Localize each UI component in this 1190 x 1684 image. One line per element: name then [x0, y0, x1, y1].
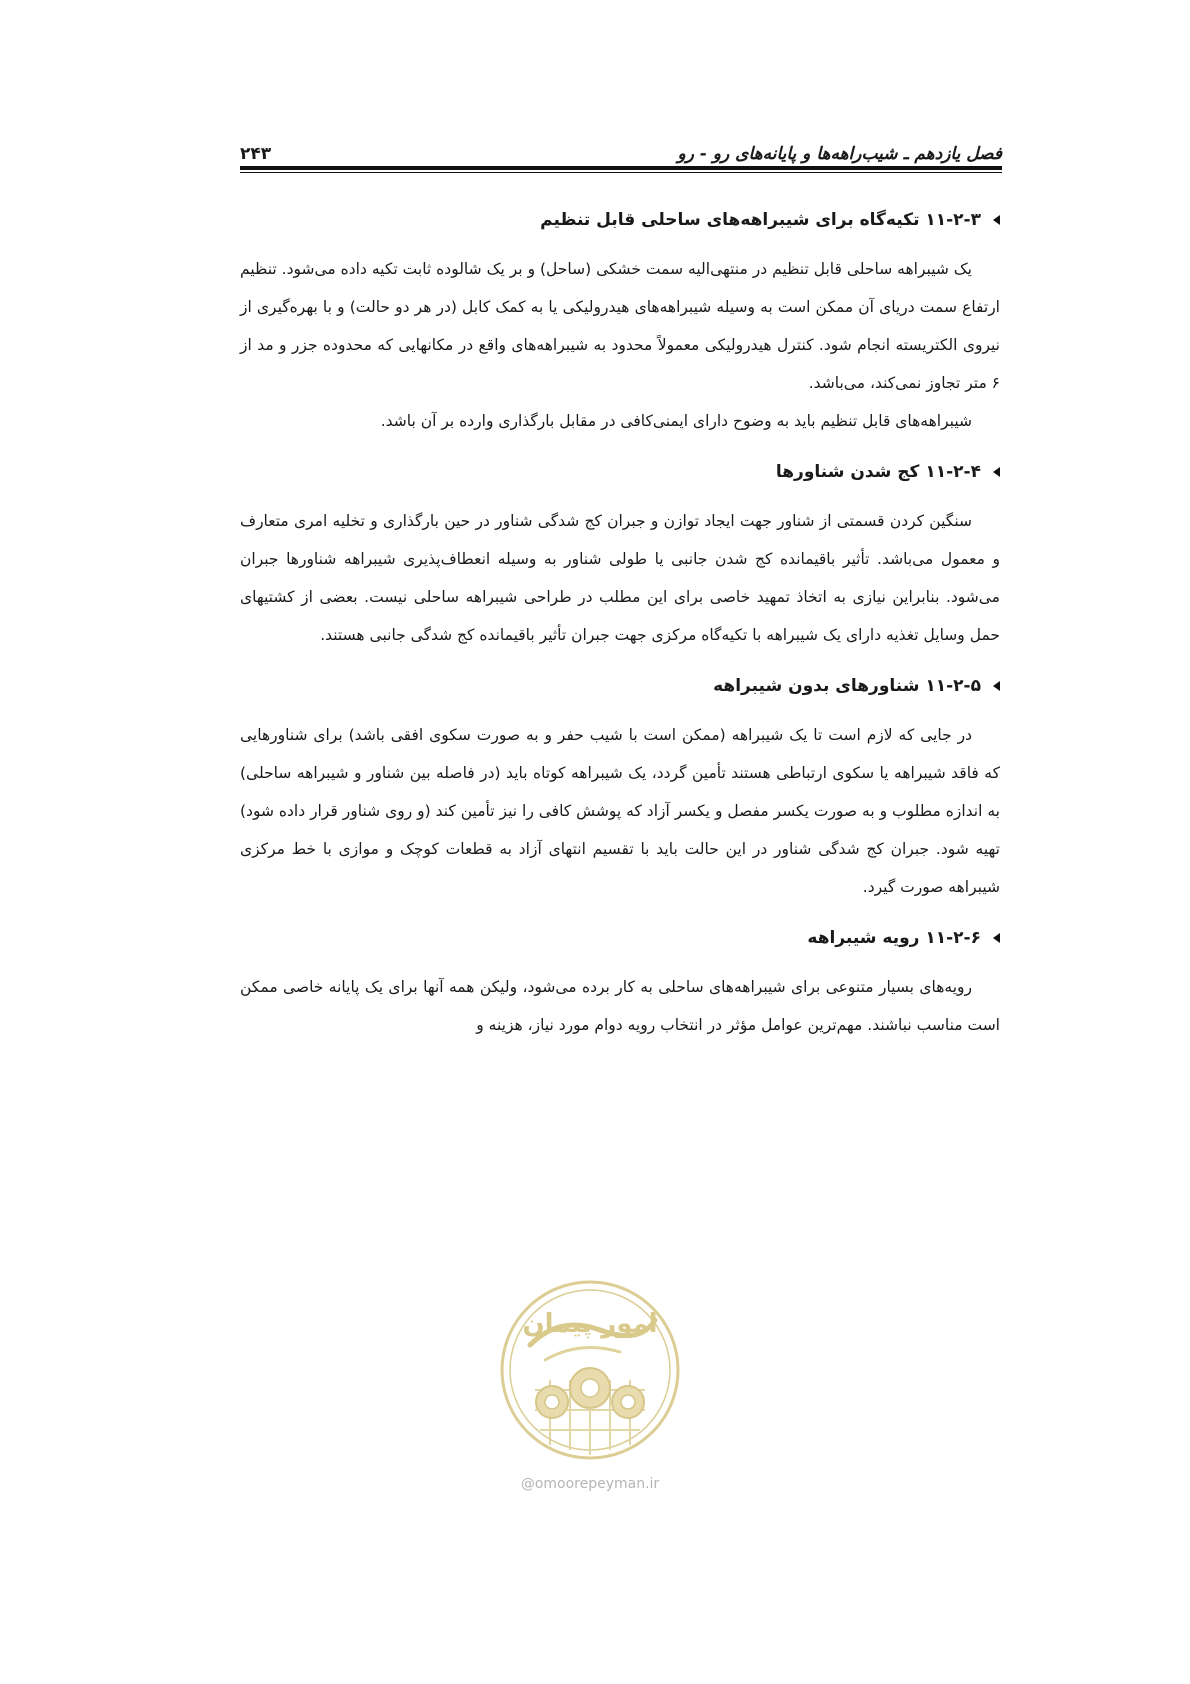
running-header — [240, 128, 1002, 164]
section-11-2-3 — [240, 206, 1000, 440]
paragraph: شیبراهه‌های قابل تنظیم باید به وضوح دارای ایمنی‌کافی در مقابل بارگذاری وارده بر آن باشد. — [380, 412, 972, 430]
paragraph: یک شیبراهه ساحلی قابل تنظیم در منتهی‌الیه سمت خشکی (ساحل) و بر یک شالوده ثابت تکیه داده می‌شود. تنظیم ارتفاع سمت دریای آن ممکن است به وسیله شیبراهه‌های هیدرولیکی یا به کمک کابل (در هر دو حالت) و با بهره‌گیری از نیروی الکتریسته انجام شود. کنترل هیدرولیکی معمولاً محدود به شیبراهه‌های واقع در مکانهایی که محدوده جزر و مد از ۶ متر تجاوز نمی‌کند، می‌باشد. — [240, 260, 1000, 392]
section-11-2-4 — [240, 458, 1000, 654]
omoorepeyman-logo-icon — [490, 1270, 690, 1470]
section-11-2-6 — [240, 924, 1000, 1044]
chapter-title: فصل یازدهم ـ شیب‌راهه‌ها و پایانه‌های رو - رو — [677, 144, 1002, 164]
watermark-url-text: omoorepeyman.ir — [534, 1476, 660, 1492]
triangle-bullet-icon — [993, 681, 1000, 691]
paragraph: رویه‌های بسیار متنوعی برای شیبراهه‌های ساحلی به کار برده می‌شود، ولیکن همه آنها برای یک پایانه خاصی ممکن است مناسب نباشند. مهم‌ترین عوامل مؤثر در انتخاب رویه دوام مورد نیاز، هزینه و — [240, 978, 1000, 1034]
watermark-logo — [490, 1270, 690, 1470]
section-heading — [240, 672, 1000, 700]
triangle-bullet-icon — [993, 933, 1000, 943]
section-11-2-5 — [240, 672, 1000, 906]
section-heading-text: ۱۱-۲-۶ رویه شیبراهه — [807, 928, 981, 948]
section-heading-text: ۱۱-۲-۳ تکیه‌گاه برای شیبراهه‌های ساحلی قابل تنظیم — [540, 210, 981, 230]
body-content — [240, 206, 1000, 1044]
section-heading — [240, 206, 1000, 234]
at-icon: @ — [520, 1476, 535, 1492]
page-number: ۲۴۳ — [240, 144, 272, 164]
watermark-url — [470, 1476, 710, 1492]
header-rule-thick — [240, 166, 1002, 170]
section-heading-text: ۱۱-۲-۵ شناورهای بدون شیبراهه — [713, 676, 981, 696]
triangle-bullet-icon — [993, 215, 1000, 225]
header-rule-thin — [240, 172, 1002, 173]
paragraph: سنگین کردن قسمتی از شناور جهت ایجاد توازن و جبران کج شدگی شناور در حین بارگذاری و تخلیه امری متعارف و معمول می‌باشد. تأثیر باقیمانده کج شدن جانبی یا طولی شناور به وسیله انعطاف‌پذیری شیبراهه شناورها جبران می‌شود. بنابراین نیازی به اتخاذ تمهید خاصی برای این مطلب در طراحی شیبراهه ساحلی نیست. بعضی از کشتیهای حمل وسایل تغذیه دارای یک شیبراهه با تکیه‌گاه مرکزی جهت جبران تأثیر باقیمانده کج شدگی جانبی هستند. — [240, 512, 1000, 644]
triangle-bullet-icon — [993, 467, 1000, 477]
logo-text: امور پیمان — [522, 1309, 658, 1339]
paragraph: در جایی که لازم است تا یک شیبراهه (ممکن است با شیب حفر و به صورت سکوی افقی باشد) برای شناورهایی که فاقد شیبراهه یا سکوی ارتباطی هستند تأمین گردد، یک شیبراهه کوتاه باید (در فاصله بین شناور و شیبراهه ساحلی) به اندازه مطلوب و به صورت یکسر مفصل و یکسر آزاد که پوشش کافی را نیز تأمین کند (و روی شناور قرار داده شود) تهیه شود. جبران کج شدگی شناور در این حالت باید با تقسیم انتهای آزاد به قطعات کوچک و موازی با خط مرکزی شیبراهه صورت گیرد. — [240, 726, 1000, 896]
section-heading — [240, 458, 1000, 486]
section-heading-text: ۱۱-۲-۴ کج شدن شناورها — [775, 462, 981, 482]
section-heading — [240, 924, 1000, 952]
